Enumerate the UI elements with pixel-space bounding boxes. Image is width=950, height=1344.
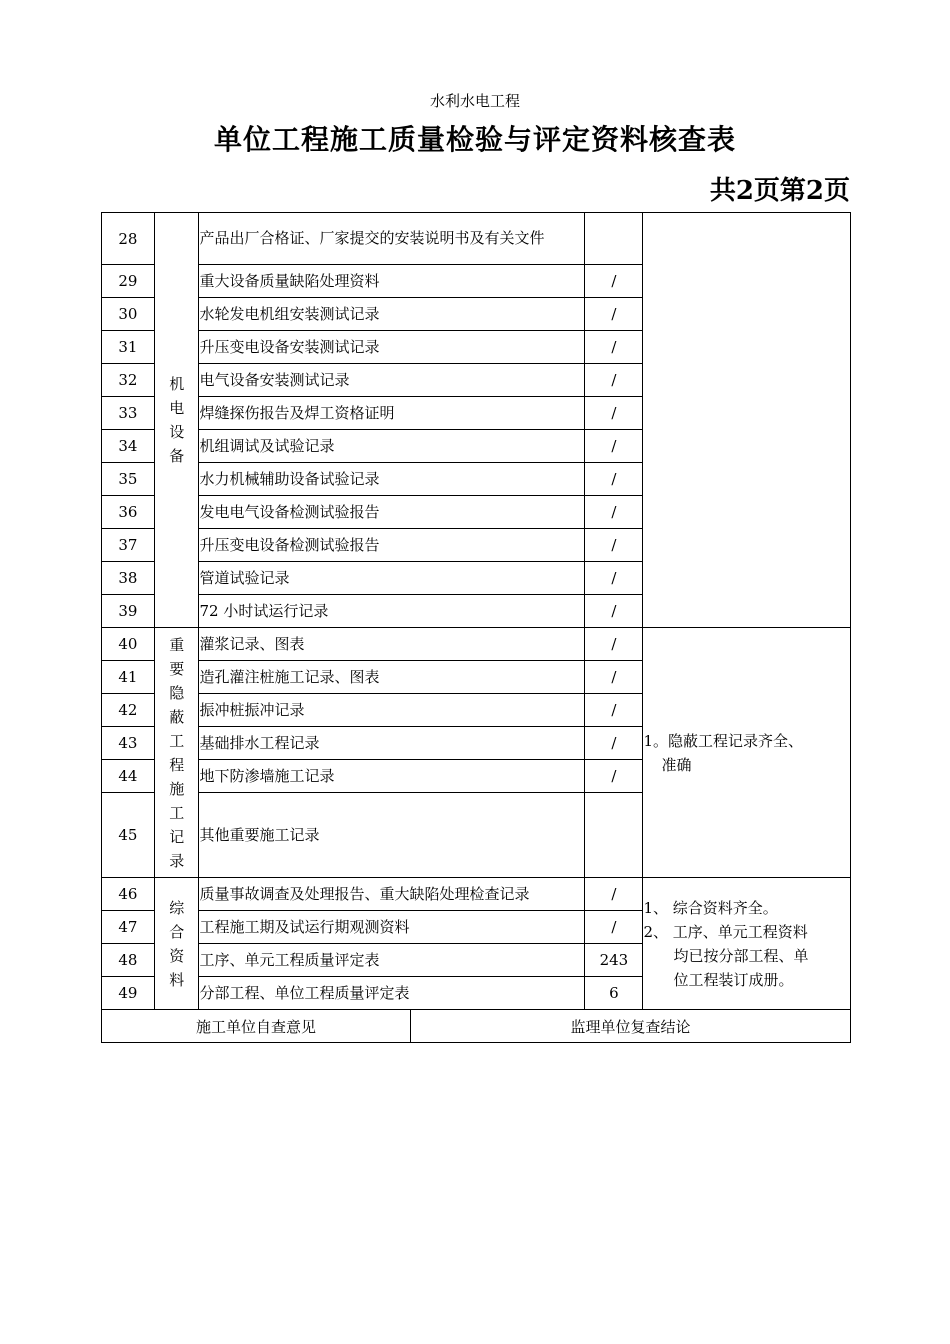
contractor-self-check-label: 施工单位自查意见 (102, 1010, 411, 1043)
mark-cell: / (585, 298, 643, 331)
header-subtitle: 水利水电工程 (429, 92, 520, 110)
note-cell (643, 628, 851, 878)
row-number: 31 (102, 331, 155, 364)
supervisor-review-label: 监理单位复查结论 (411, 1010, 851, 1043)
mark-cell: / (585, 529, 643, 562)
mark-cell: / (585, 727, 643, 760)
row-number: 40 (102, 628, 155, 661)
item-cell: 重大设备质量缺陷处理资料 (199, 265, 585, 298)
item-cell: 焊缝探伤报告及焊工资格证明 (199, 397, 585, 430)
mark-cell: / (585, 331, 643, 364)
mark-cell: / (585, 430, 643, 463)
row-number: 48 (102, 944, 155, 977)
row-number: 47 (102, 911, 155, 944)
item-cell: 产品出厂合格证、厂家提交的安装说明书及有关文件 (199, 213, 585, 265)
mark-cell: / (585, 496, 643, 529)
row-number: 46 (102, 878, 155, 911)
row-number: 33 (102, 397, 155, 430)
mark-cell: / (585, 878, 643, 911)
item-cell: 基础排水工程记录 (199, 727, 585, 760)
table-row (102, 878, 851, 911)
row-number: 34 (102, 430, 155, 463)
mark-cell: / (585, 628, 643, 661)
item-cell: 分部工程、单位工程质量评定表 (199, 977, 585, 1010)
note-cell (643, 213, 851, 628)
item-cell: 地下防渗墙施工记录 (199, 760, 585, 793)
row-number: 32 (102, 364, 155, 397)
note-line: 位工程装订成册。 (673, 970, 794, 989)
row-number: 43 (102, 727, 155, 760)
footer-row (102, 1010, 851, 1043)
mark-cell: / (585, 265, 643, 298)
row-number: 42 (102, 694, 155, 727)
table-row (102, 628, 851, 661)
item-cell: 管道试验记录 (199, 562, 585, 595)
note-line: 准确 (661, 755, 692, 774)
row-number: 30 (102, 298, 155, 331)
item-cell: 水轮发电机组安装测试记录 (199, 298, 585, 331)
mark-cell: / (585, 595, 643, 628)
item-cell: 发电电气设备检测试验报告 (199, 496, 585, 529)
item-cell: 灌浆记录、图表 (199, 628, 585, 661)
item-cell: 机组调试及试验记录 (199, 430, 585, 463)
note-cell (643, 878, 851, 1010)
row-number: 45 (102, 793, 155, 878)
mark-cell (585, 213, 643, 265)
row-number: 41 (102, 661, 155, 694)
row-number: 49 (102, 977, 155, 1010)
mark-cell: / (585, 911, 643, 944)
category-label: 机电设备 (169, 375, 185, 465)
note-line: 2、 工序、单元工程资料 (643, 922, 808, 941)
item-cell: 升压变电设备检测试验报告 (199, 529, 585, 562)
row-number: 38 (102, 562, 155, 595)
category-cell (154, 878, 199, 1010)
item-cell: 水力机械辅助设备试验记录 (199, 463, 585, 496)
mark-cell: / (585, 661, 643, 694)
note-line: 1。隐蔽工程记录齐全、 (643, 731, 803, 750)
item-cell: 其他重要施工记录 (199, 793, 585, 878)
item-cell: 工程施工期及试运行期观测资料 (199, 911, 585, 944)
mark-cell: 6 (585, 977, 643, 1010)
page-title: 单位工程施工质量检验与评定资料核查表 (213, 123, 736, 156)
row-number: 44 (102, 760, 155, 793)
mark-cell: / (585, 694, 643, 727)
item-cell: 电气设备安装测试记录 (199, 364, 585, 397)
category-cell (154, 628, 199, 878)
mark-cell: / (585, 463, 643, 496)
note-line: 1、 综合资料齐全。 (643, 898, 778, 917)
mark-cell: / (585, 397, 643, 430)
mark-cell: 243 (585, 944, 643, 977)
item-cell: 振冲桩振冲记录 (199, 694, 585, 727)
row-number: 39 (102, 595, 155, 628)
mark-cell: / (585, 760, 643, 793)
mark-cell: / (585, 364, 643, 397)
row-number: 37 (102, 529, 155, 562)
item-cell: 工序、单元工程质量评定表 (199, 944, 585, 977)
note-line: 均已按分部工程、单 (673, 946, 809, 965)
item-cell: 质量事故调查及处理报告、重大缺陷处理检查记录 (199, 878, 585, 911)
row-number: 29 (102, 265, 155, 298)
table-row (102, 213, 851, 265)
category-cell (154, 213, 199, 628)
row-number: 36 (102, 496, 155, 529)
inspection-table (101, 212, 851, 1043)
category-label: 综合资料 (169, 898, 185, 989)
category-label: 重要隐蔽工程施工记录 (169, 635, 185, 870)
page-number-info: 共2页第2页 (709, 176, 850, 206)
row-number: 35 (102, 463, 155, 496)
mark-cell (585, 793, 643, 878)
mark-cell: / (585, 562, 643, 595)
item-cell: 造孔灌注桩施工记录、图表 (199, 661, 585, 694)
item-cell: 升压变电设备安装测试记录 (199, 331, 585, 364)
item-cell: 72 小时试运行记录 (199, 595, 585, 628)
row-number: 28 (102, 213, 155, 265)
